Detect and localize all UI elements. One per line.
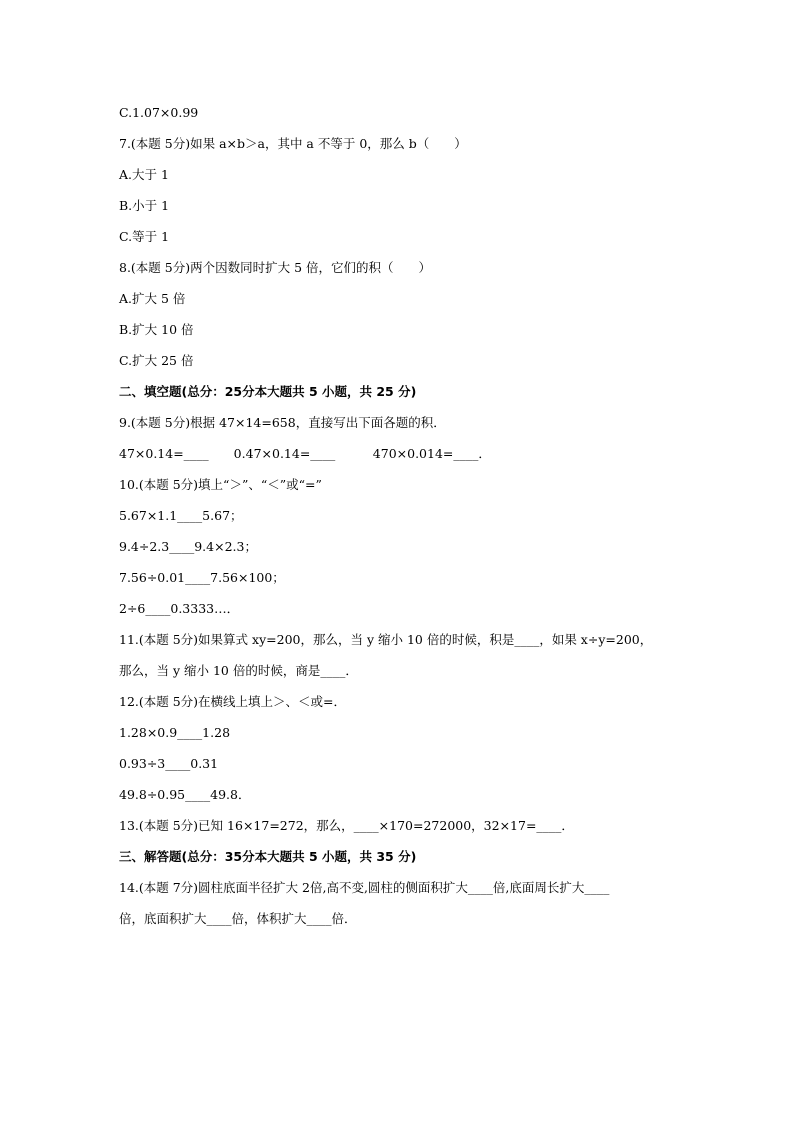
fill-blank-line: 2÷6____0.3333…． xyxy=(119,601,240,616)
option-line: B.小于 1 xyxy=(119,198,170,213)
question-continuation: 倍，底面积扩大____倍，体积扩大____倍． xyxy=(119,911,357,926)
fill-blank-line: 5.67×1.1____5.67； xyxy=(119,508,243,523)
question-line: 12.(本题 5分)在横线上填上＞、＜或=． xyxy=(119,694,347,709)
fill-blank-line: 49.8÷0.95____49.8． xyxy=(119,787,251,802)
option-line: C.1.07×0.99 xyxy=(119,105,199,120)
question-line: 7.(本题 5分)如果 a×b＞a，其中 a 不等于 0，那么 b（ ） xyxy=(119,136,467,151)
option-line: B.扩大 10 倍 xyxy=(119,322,194,337)
fill-blank-line: 9.4÷2.3____9.4×2.3； xyxy=(119,539,257,554)
section-heading: 三、解答题(总分：35分本大题共 5 小题，共 35 分) xyxy=(119,849,417,864)
question-continuation: 那么，当 y 缩小 10 倍的时候，商是____． xyxy=(119,663,358,678)
question-line: 9.(本题 5分)根据 47×14=658，直接写出下面各题的积． xyxy=(119,415,446,430)
option-line: C.等于 1 xyxy=(119,229,170,244)
section-heading: 二、填空题(总分：25分本大题共 5 小题，共 25 分) xyxy=(119,384,417,399)
question-line: 10.(本题 5分)填上“＞”、“＜”或“=” xyxy=(119,477,322,492)
question-line: 13.(本题 5分)已知 16×17=272，那么，____×170=272000，32×17=____． xyxy=(119,818,574,833)
fill-blank-line: 0.93÷3____0.31 xyxy=(119,756,219,771)
question-line: 8.(本题 5分)两个因数同时扩大 5 倍，它们的积（ ） xyxy=(119,260,432,275)
question-line: 11.(本题 5分)如果算式 xy=200，那么，当 y 缩小 10 倍的时候，积是____，如果 x÷y=200， xyxy=(119,632,653,647)
option-line: C.扩大 25 倍 xyxy=(119,353,194,368)
fill-blank-line: 7.56÷0.01____7.56×100； xyxy=(119,570,285,585)
fill-blank-line: 1.28×0.9____1.28 xyxy=(119,725,231,740)
fill-blank-line: 47×0.14=____ 0.47×0.14=____ 470×0.014=____． xyxy=(119,446,491,461)
document-content xyxy=(119,102,694,939)
option-line: A.扩大 5 倍 xyxy=(119,291,186,306)
option-line: A.大于 1 xyxy=(119,167,169,182)
question-line: 14.(本题 7分)圆柱底面半径扩大 2倍,高不变,圆柱的侧面积扩大____倍,底面周长扩大____ xyxy=(119,880,610,895)
